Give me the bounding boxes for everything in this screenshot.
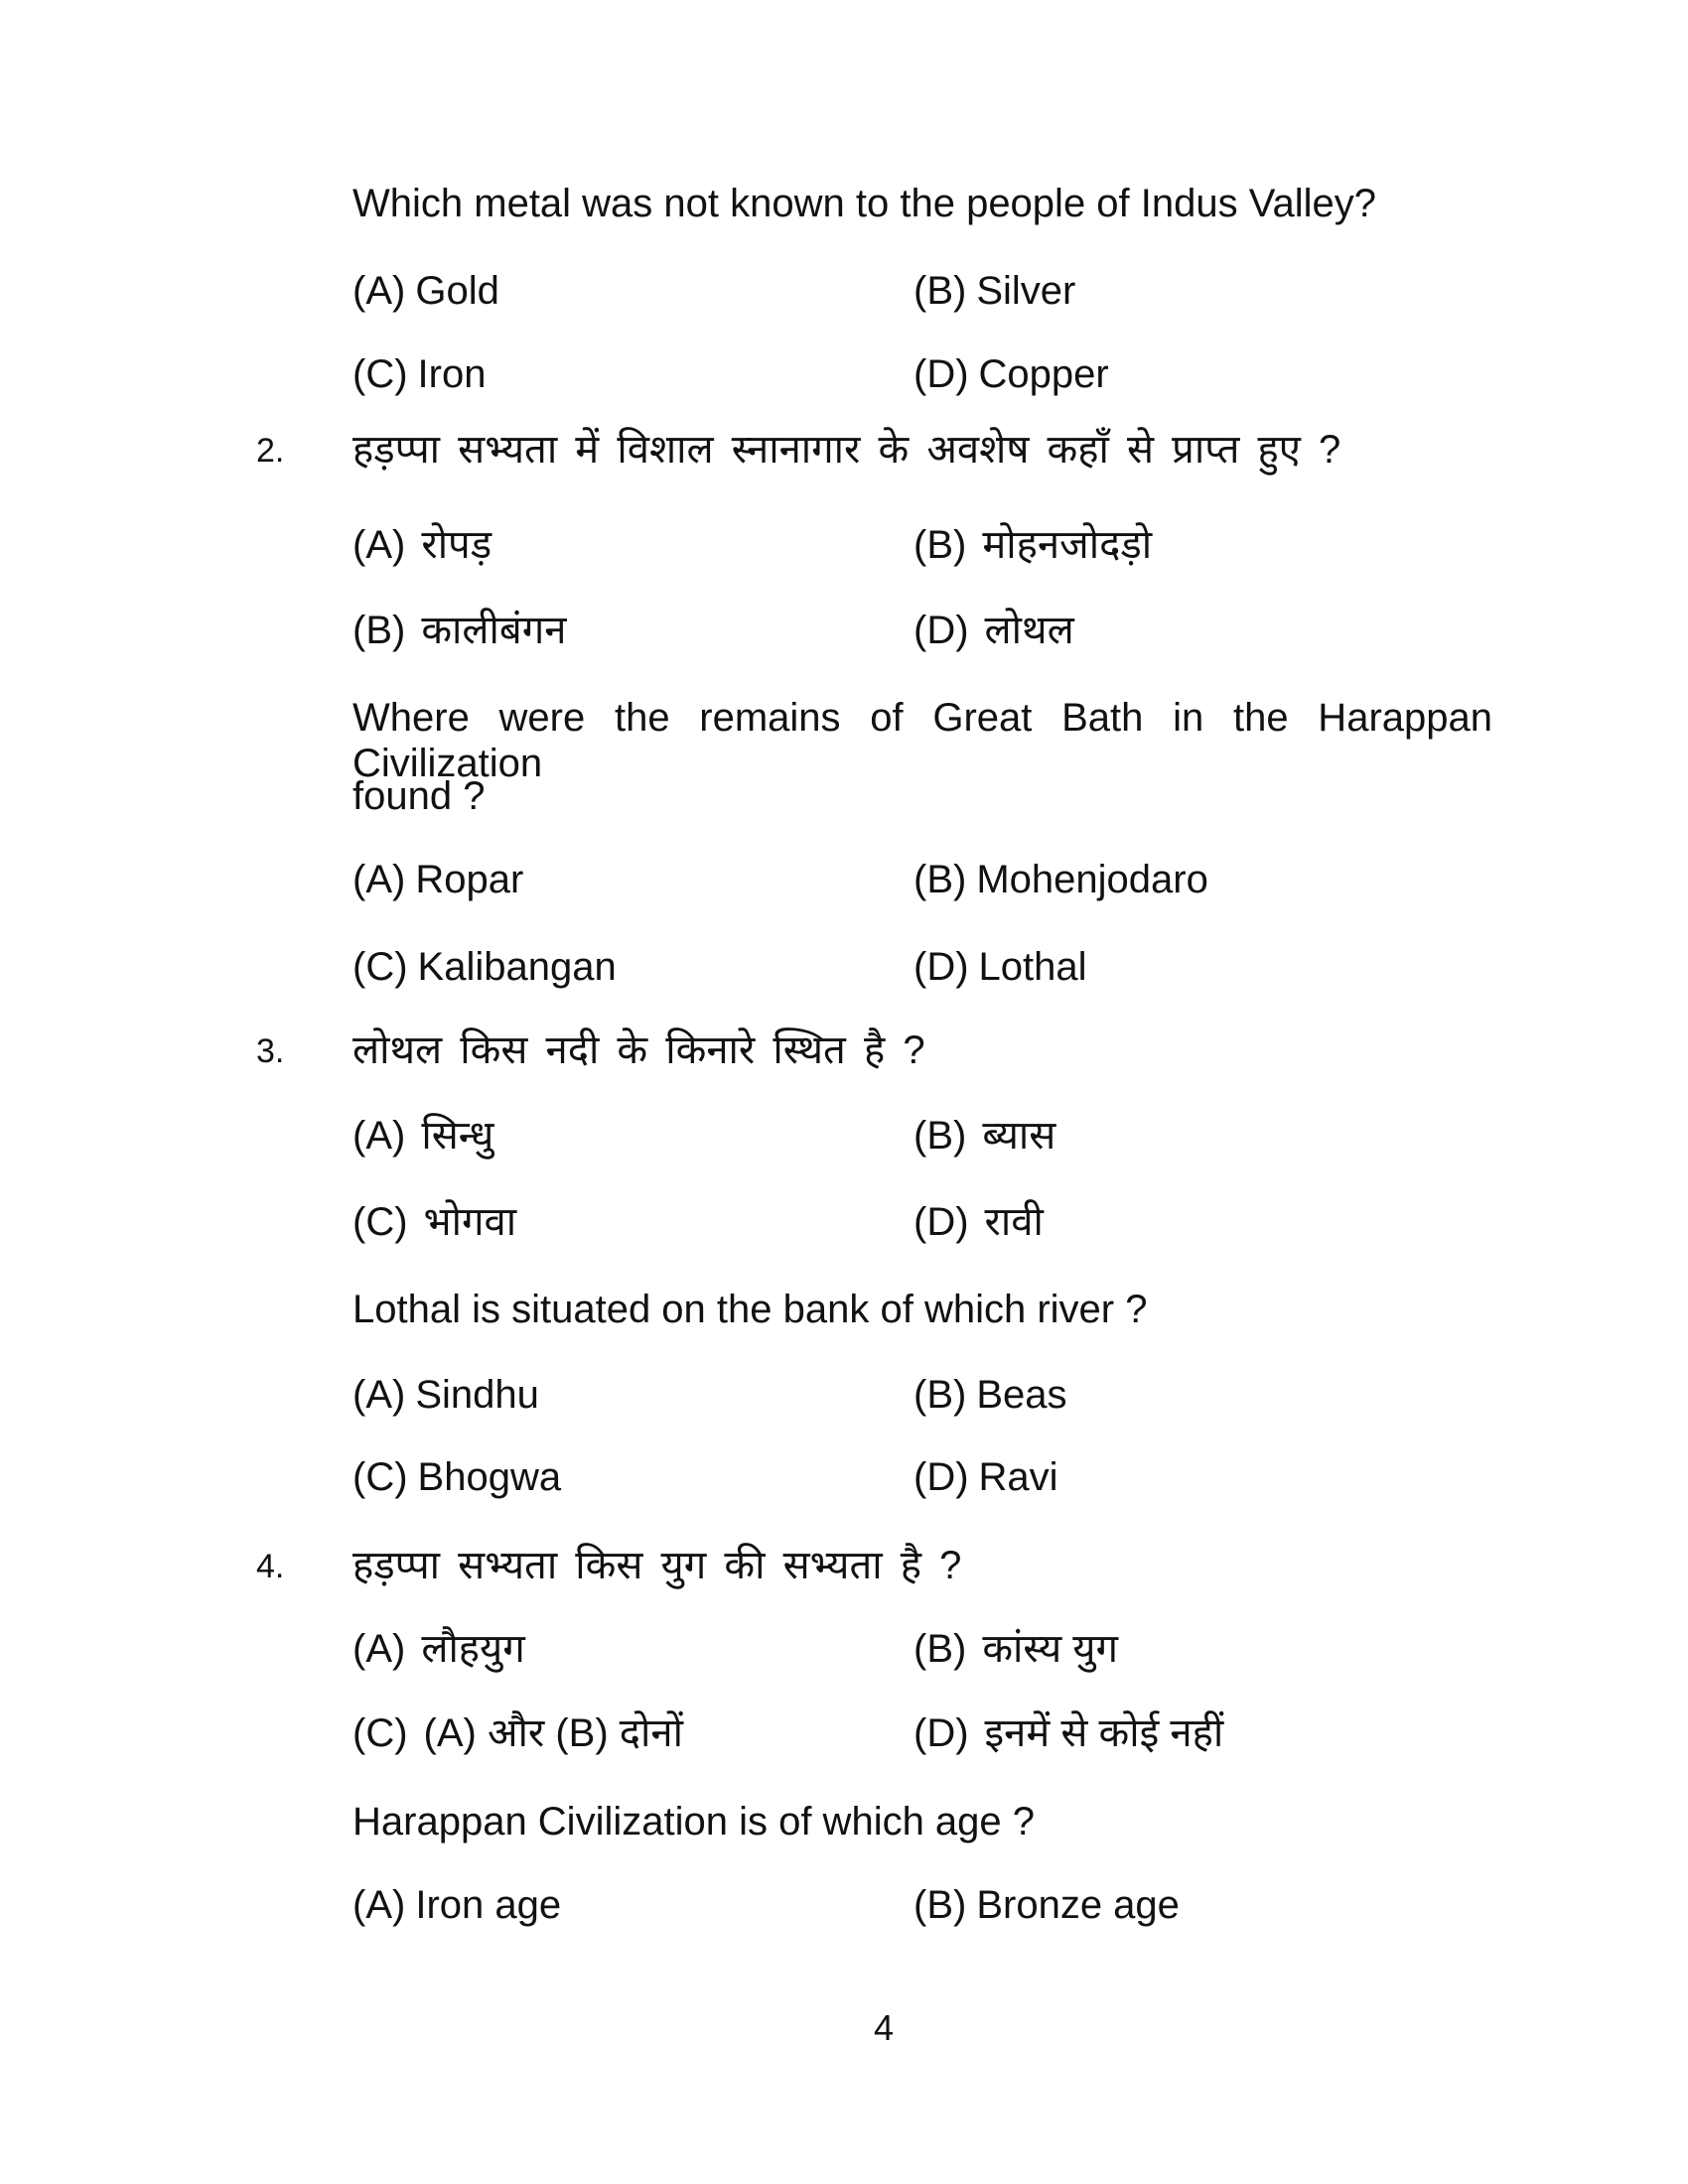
option-text: कालीबंगन <box>421 609 567 652</box>
options-row <box>0 1882 1688 1938</box>
option-a <box>352 1113 493 1159</box>
option-label: (D) <box>914 609 969 652</box>
option-b <box>914 1113 1055 1159</box>
options-row <box>0 1710 1688 1766</box>
question-text: Where were the remains of Great Bath in the Harappan Civilization <box>352 696 1492 785</box>
question-row <box>0 695 1688 785</box>
option-text: Copper <box>978 352 1109 396</box>
question-text: Harappan Civilization is of which age ? <box>352 1800 1036 1843</box>
option-d <box>914 1199 1044 1245</box>
option-a <box>352 857 523 902</box>
option-c <box>352 351 486 397</box>
option-text: भोगवा <box>423 1200 517 1244</box>
option-label: (D) <box>914 1711 969 1755</box>
question-row <box>0 427 1688 482</box>
options-row <box>0 268 1688 324</box>
option-label: (B) <box>352 609 406 652</box>
option-text: रावी <box>984 1200 1044 1244</box>
option-text: Lothal <box>978 945 1087 989</box>
option-label: (C) <box>352 352 408 396</box>
option-label: (D) <box>914 1455 969 1499</box>
option-text: लोथल <box>984 609 1074 652</box>
options-row <box>0 1626 1688 1682</box>
option-a <box>352 522 492 568</box>
question-row <box>0 1027 1688 1083</box>
option-text: मोहनजोदड़ो <box>982 523 1153 567</box>
option-label: (D) <box>914 352 969 396</box>
option-label: (B) <box>914 858 967 901</box>
options-row <box>0 351 1688 407</box>
options-row <box>0 944 1688 1000</box>
option-c <box>352 608 566 653</box>
option-label: (C) <box>352 945 408 989</box>
option-label: (B) <box>914 1883 967 1927</box>
options-row <box>0 608 1688 663</box>
option-c <box>352 1199 516 1245</box>
option-a <box>352 1882 561 1928</box>
option-text: Iron age <box>415 1883 562 1927</box>
option-text: Ropar <box>415 858 524 901</box>
option-text: Bhogwa <box>417 1455 562 1499</box>
option-text: Iron <box>417 352 487 396</box>
question-number: 2. <box>256 432 285 470</box>
option-text: (A) और (B) दोनों <box>423 1711 683 1755</box>
question-row <box>0 773 1688 829</box>
question-row <box>0 1543 1688 1598</box>
option-label: (D) <box>914 1200 969 1244</box>
option-label: (B) <box>914 1627 967 1671</box>
option-a <box>352 1372 539 1418</box>
option-c <box>352 1710 683 1756</box>
option-text: कांस्य युग <box>982 1627 1119 1671</box>
option-label: (A) <box>352 1883 406 1927</box>
question-number: 4. <box>256 1548 285 1585</box>
option-label: (B) <box>914 523 967 567</box>
question-text-hindi: हड़प्पा सभ्यता किस युग की सभ्यता है ? <box>352 1544 962 1587</box>
options-row <box>0 857 1688 912</box>
option-text: लौहयुग <box>421 1627 525 1671</box>
option-b <box>914 1626 1118 1672</box>
option-d <box>914 1454 1058 1500</box>
option-label: (C) <box>352 1711 408 1755</box>
option-c <box>352 944 617 990</box>
option-text: Mohenjodaro <box>976 858 1208 901</box>
option-label: (C) <box>352 1200 408 1244</box>
option-b <box>914 268 1075 314</box>
option-label: (B) <box>914 1373 967 1417</box>
option-a <box>352 268 499 314</box>
option-label: (A) <box>352 523 406 567</box>
question-text: Lothal is situated on the bank of which river ? <box>352 1288 1148 1331</box>
question-row <box>0 1287 1688 1342</box>
option-label: (A) <box>352 269 406 313</box>
options-row <box>0 1199 1688 1255</box>
option-c <box>352 1454 561 1500</box>
option-text: रोपड़ <box>421 523 492 567</box>
option-text: Bronze age <box>976 1883 1180 1927</box>
option-label: (A) <box>352 1114 406 1158</box>
question-text-hindi: हड़प्पा सभ्यता में विशाल स्नानागार के अवशेष कहाँ से प्राप्त हुए ? <box>352 428 1341 472</box>
question-number: 3. <box>256 1032 285 1070</box>
option-label: (A) <box>352 858 406 901</box>
option-b <box>914 1882 1180 1928</box>
option-label: (A) <box>352 1373 406 1417</box>
option-b <box>914 522 1152 568</box>
question-text: found ? <box>352 774 486 818</box>
option-d <box>914 1710 1223 1756</box>
option-d <box>914 351 1109 397</box>
option-text: ब्यास <box>982 1114 1056 1158</box>
option-text: Beas <box>976 1373 1067 1417</box>
option-text: Ravi <box>978 1455 1058 1499</box>
option-text: इनमें से कोई नहीं <box>984 1711 1224 1755</box>
option-b <box>914 1372 1067 1418</box>
question-text-hindi: लोथल किस नदी के किनारे स्थित है ? <box>352 1028 925 1072</box>
options-row <box>0 1454 1688 1510</box>
option-label: (C) <box>352 1455 408 1499</box>
options-row <box>0 1372 1688 1428</box>
option-text: Silver <box>976 269 1076 313</box>
question-text: Which metal was not known to the people of Indus Valley? <box>352 182 1376 225</box>
option-a <box>352 1626 525 1672</box>
option-text: Kalibangan <box>417 945 617 989</box>
option-text: Gold <box>415 269 499 313</box>
option-text: Sindhu <box>415 1373 539 1417</box>
question-row <box>0 1799 1688 1854</box>
option-d <box>914 608 1074 653</box>
options-row <box>0 522 1688 578</box>
option-label: (B) <box>914 1114 967 1158</box>
option-label: (D) <box>914 945 969 989</box>
options-row <box>0 1113 1688 1168</box>
page-number: 4 <box>873 2007 895 2048</box>
option-b <box>914 857 1208 902</box>
option-text: सिन्धु <box>421 1114 494 1158</box>
option-d <box>914 944 1087 990</box>
option-label: (A) <box>352 1627 406 1671</box>
question-row <box>0 181 1688 236</box>
option-label: (B) <box>914 269 967 313</box>
